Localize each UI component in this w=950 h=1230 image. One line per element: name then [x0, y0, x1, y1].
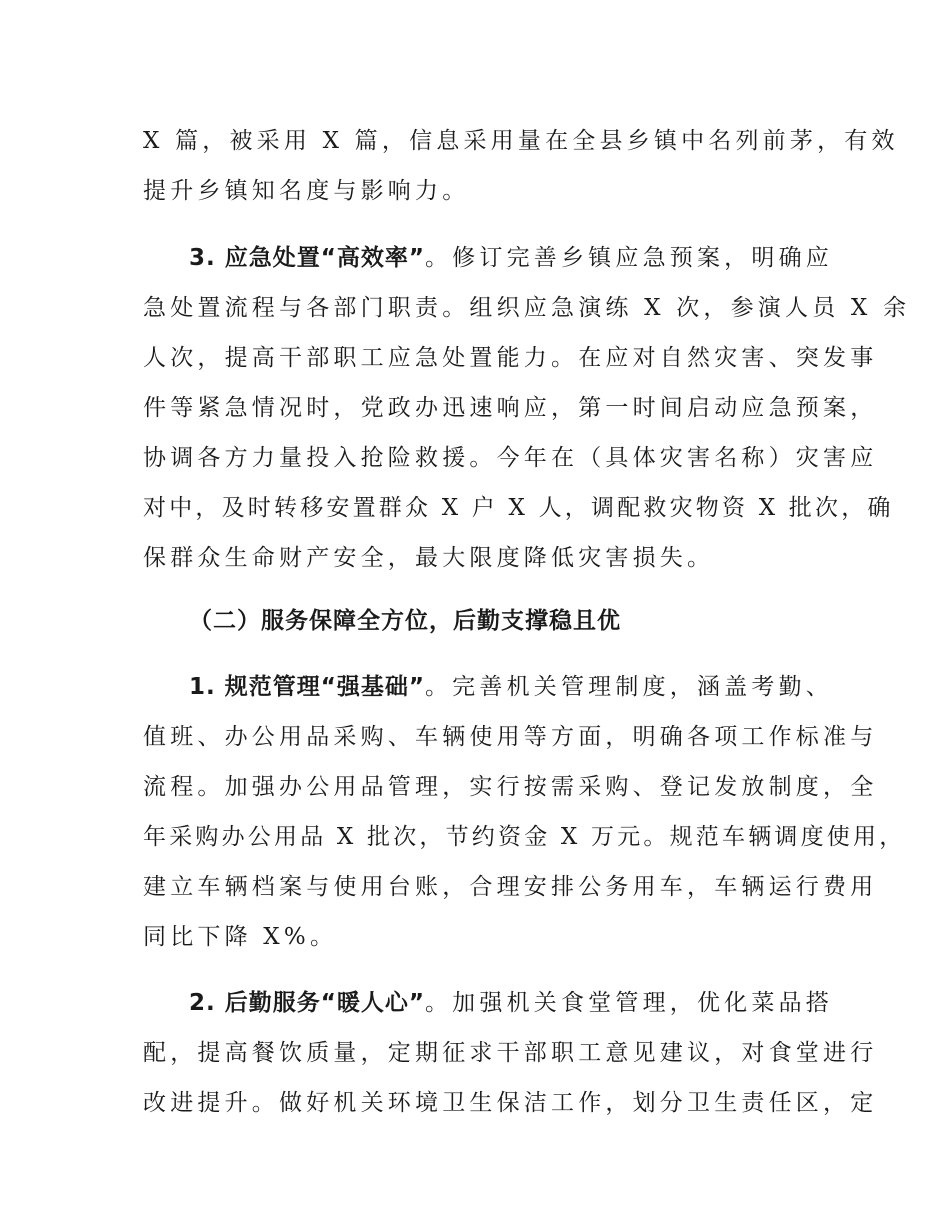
item-2-first-line — [189, 988, 849, 1018]
item-2-text: 。加强机关食堂管理，优化菜品搭 — [424, 990, 833, 1016]
item-3-text: 。修订完善乡镇应急预案，明确应 — [424, 245, 833, 271]
paragraph-line: 件等紧急情况时，党政办迅速响应，第一时间启动应急预案， — [143, 395, 878, 421]
paragraph-line: 配，提高餐饮质量，定期征求干部职工意见建议，对食堂进行 — [143, 1040, 878, 1066]
paragraph-line: 同比下降 X%。 — [143, 924, 338, 950]
paragraph-line: X 篇，被采用 X 篇，信息采用量在全县乡镇中名列前茅，有效 — [143, 128, 899, 154]
item-2-lead: 2. 后勤服务“暖人心” — [189, 990, 425, 1016]
item-1-lead: 1. 规范管理“强基础” — [189, 674, 425, 700]
paragraph-line: 流程。加强办公用品管理，实行按需采购、登记发放制度，全 — [143, 774, 878, 800]
paragraph-line: 人次，提高干部职工应急处置能力。在应对自然灾害、突发事 — [143, 345, 878, 371]
item-3-first-line — [189, 243, 849, 273]
paragraph-line: 协调各方力量投入抢险救援。今年在（具体灾害名称）灾害应 — [143, 445, 878, 471]
paragraph-line: 急处置流程与各部门职责。组织应急演练 X 次，参演人员 X 余 — [143, 295, 911, 321]
paragraph-line: 对中，及时转移安置群众 X 户 X 人，调配救灾物资 X 批次，确 — [143, 495, 894, 521]
paragraph-line: 值班、办公用品采购、车辆使用等方面，明确各项工作标准与 — [143, 724, 878, 750]
item-1-first-line — [189, 672, 849, 702]
paragraph-line: 年采购办公用品 X 批次，节约资金 X 万元。规范车辆调度使用， — [143, 824, 906, 850]
paragraph-line: 保群众生命财产安全，最大限度降低灾害损失。 — [143, 545, 715, 571]
section-heading: （二）服务保障全方位，后勤支撑稳且优 — [189, 608, 621, 634]
paragraph-line: 改进提升。做好机关环境卫生保洁工作，划分卫生责任区，定 — [143, 1090, 878, 1116]
paragraph-line: 建立车辆档案与使用台账，合理安排公务用车，车辆运行费用 — [143, 874, 878, 900]
item-1-text: 。完善机关管理制度，涵盖考勤、 — [424, 674, 833, 700]
paragraph-line: 提升乡镇知名度与影响力。 — [143, 178, 470, 204]
item-3-lead: 3. 应急处置“高效率” — [189, 245, 425, 271]
